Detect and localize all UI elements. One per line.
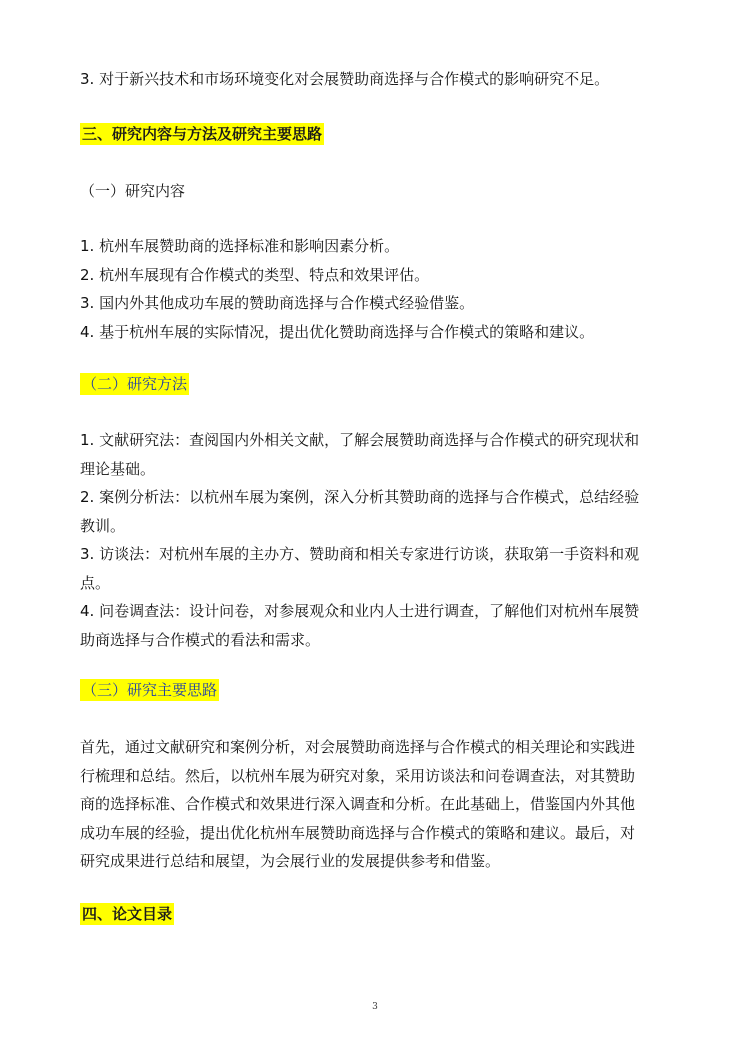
section-4-heading-text: 四、论文目录	[82, 905, 173, 923]
text-line: 研究成果进行总结和展望，为会展行业的发展提供参考和借鉴。	[80, 852, 501, 870]
section-3-heading	[80, 120, 680, 149]
subsection-1-title: （一）研究内容	[80, 182, 186, 200]
section-3-heading-text: 三、研究内容与方法及研究主要思路	[82, 125, 323, 143]
text-line: 教训。	[80, 516, 126, 535]
subsection-3-title	[80, 676, 680, 705]
text-line: 点。	[80, 573, 111, 592]
text-line: 4. 问卷调查法：设计问卷，对参展观众和业内人士进行调查，了解他们对杭州车展赞	[80, 602, 640, 620]
text-line: 3. 访谈法：对杭州车展的主办方、赞助商和相关专家进行访谈，获取第一手资料和观	[80, 545, 640, 563]
text-line: 1. 文献研究法：查阅国内外相关文献，了解会展赞助商选择与合作模式的研究现状和	[80, 431, 640, 449]
research-content-list	[80, 232, 680, 346]
text-line: 理论基础。	[80, 459, 156, 478]
subsection-2-title	[80, 370, 680, 399]
research-methods-list	[80, 426, 680, 654]
text-line: 首先，通过文献研究和案例分析，对会展赞助商选择与合作模式的相关理论和实践进	[80, 738, 636, 756]
text-line: 2. 案例分析法：以杭州车展为案例，深入分析其赞助商的选择与合作模式，总结经验	[80, 488, 640, 506]
list-item: 1. 杭州车展赞助商的选择标准和影响因素分析。	[80, 237, 400, 255]
text-line: 助商选择与合作模式的看法和需求。	[80, 630, 321, 649]
subsection-3-title-text: （三）研究主要思路	[82, 681, 218, 699]
list-item: 2. 杭州车展现有合作模式的类型、特点和效果评估。	[80, 265, 430, 284]
section-4-heading	[80, 900, 680, 929]
list-item: 4. 基于杭州车展的实际情况，提出优化赞助商选择与合作模式的策略和建议。	[80, 322, 595, 341]
text-line: 商的选择标准、合作模式和效果进行深入调查和分析。在此基础上，借鉴国内外其他	[80, 795, 636, 813]
list-item: 3. 国内外其他成功车展的赞助商选择与合作模式经验借鉴。	[80, 294, 475, 312]
intro-item-3: 3. 对于新兴技术和市场环境变化对会展赞助商选择与合作模式的影响研究不足。	[80, 70, 610, 88]
research-approach-paragraph	[80, 733, 680, 876]
page-number: 3	[372, 1002, 378, 1012]
subsection-2-title-text: （二）研究方法	[82, 375, 188, 393]
text-line: 成功车展的经验，提出优化杭州车展赞助商选择与合作模式的策略和建议。最后，对	[80, 823, 636, 842]
text-line: 行梳理和总结。然后，以杭州车展为研究对象，采用访谈法和问卷调查法，对其赞助	[80, 766, 636, 785]
